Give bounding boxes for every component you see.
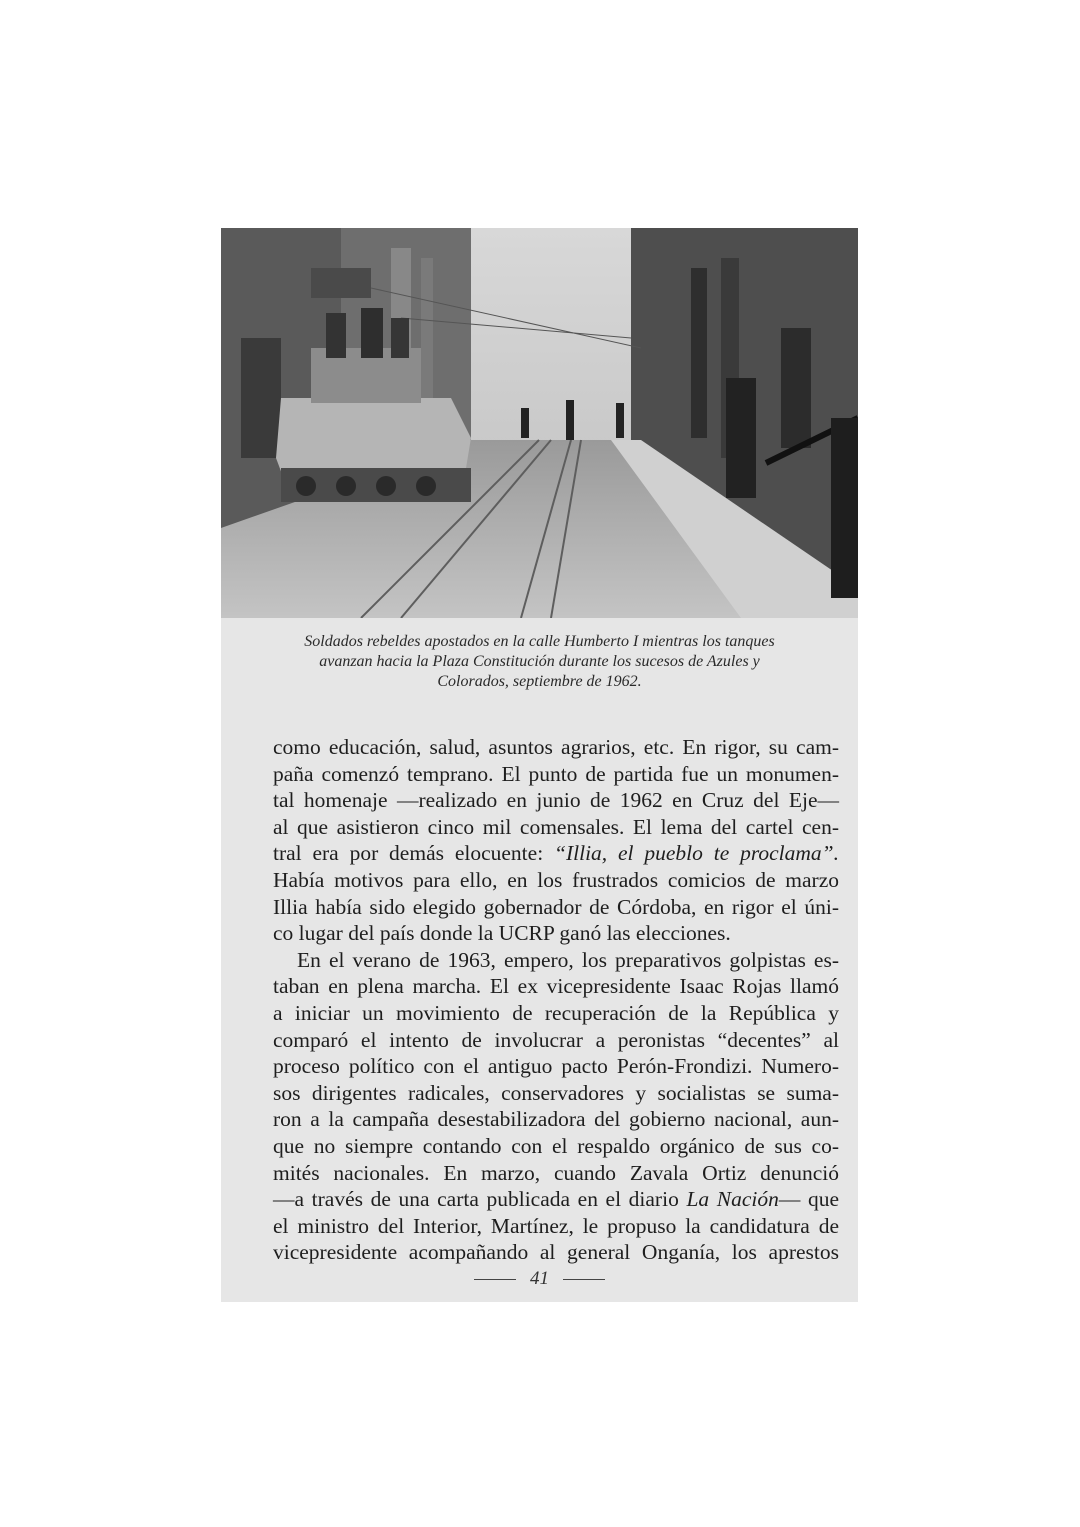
text-line: mités nacionales. En marzo, cuando Zavala Ortiz denunció xyxy=(273,1160,839,1185)
page-number: 41 xyxy=(530,1268,549,1289)
text-line: como educación, salud, asuntos agrarios, etc. En rigor, su cam- xyxy=(273,735,839,759)
caption-line: Colorados, septiembre de 1962. xyxy=(437,673,642,690)
footer-rule-right xyxy=(563,1279,605,1280)
page-footer xyxy=(221,1268,858,1290)
text-line-with-slogan xyxy=(273,840,839,867)
text-line: Había motivos para ello, en los frustrados comicios de marzo xyxy=(273,867,839,892)
text-line: vicepresidente acompañando al general Onganía, los aprestos xyxy=(273,1240,839,1265)
text-fragment: tral era por demás elocuente: xyxy=(273,841,544,866)
text-line: el ministro del Interior, Martínez, le propuso la candidatura de xyxy=(273,1213,839,1238)
text-line: ron a la campaña desestabilizadora del gobierno nacional, aun- xyxy=(273,1107,839,1132)
text-fragment: — que xyxy=(778,1187,840,1212)
newspaper-title: La Nación xyxy=(686,1187,779,1212)
slogan-quote: “Illia, el pueblo te proclama”. xyxy=(554,841,840,866)
text-line: sos dirigentes radicales, conservadores y socialistas se suma- xyxy=(273,1080,839,1105)
photo-caption xyxy=(261,632,818,692)
text-line: Illia había sido elegido gobernador de Córdoba, en rigor el úni- xyxy=(273,894,839,919)
book-page xyxy=(221,228,858,1302)
text-line: taban en plena marcha. El ex vicepresidente Isaac Rojas llamó xyxy=(273,974,839,999)
footer-rule-left xyxy=(474,1279,516,1280)
text-line: paña comenzó temprano. El punto de partida fue un monumen- xyxy=(273,761,839,786)
caption-line: Soldados rebeldes apostados en la calle Humberto I mientras los tanques xyxy=(304,633,775,650)
text-fragment: —a través de una carta publicada en el diario xyxy=(273,1187,679,1212)
text-line: co lugar del país donde la UCRP ganó las elecciones. xyxy=(273,921,731,946)
text-line: al que asistieron cinco mil comensales. El lema del cartel cen- xyxy=(273,814,839,839)
street-photo xyxy=(221,228,858,618)
caption-line: avanzan hacia la Plaza Constitución durante los sucesos de Azules y xyxy=(319,653,760,670)
text-line: a iniciar un movimiento de recuperación de la República y xyxy=(273,1000,839,1025)
text-line: que no siempre contando con el respaldo orgánico de sus co- xyxy=(273,1133,839,1158)
text-line-with-newspaper xyxy=(273,1186,839,1213)
text-line: En el verano de 1963, empero, los preparativos golpistas es- xyxy=(297,947,839,972)
body-text xyxy=(273,734,839,1266)
text-line: proceso político con el antiguo pacto Perón-Frondizi. Numero- xyxy=(273,1054,839,1079)
street-photo-illustration xyxy=(221,228,858,618)
text-line: comparó el intento de involucrar a peronistas “decentes” al xyxy=(273,1027,839,1052)
text-line: tal homenaje —realizado en junio de 1962 en Cruz del Eje— xyxy=(273,788,839,813)
